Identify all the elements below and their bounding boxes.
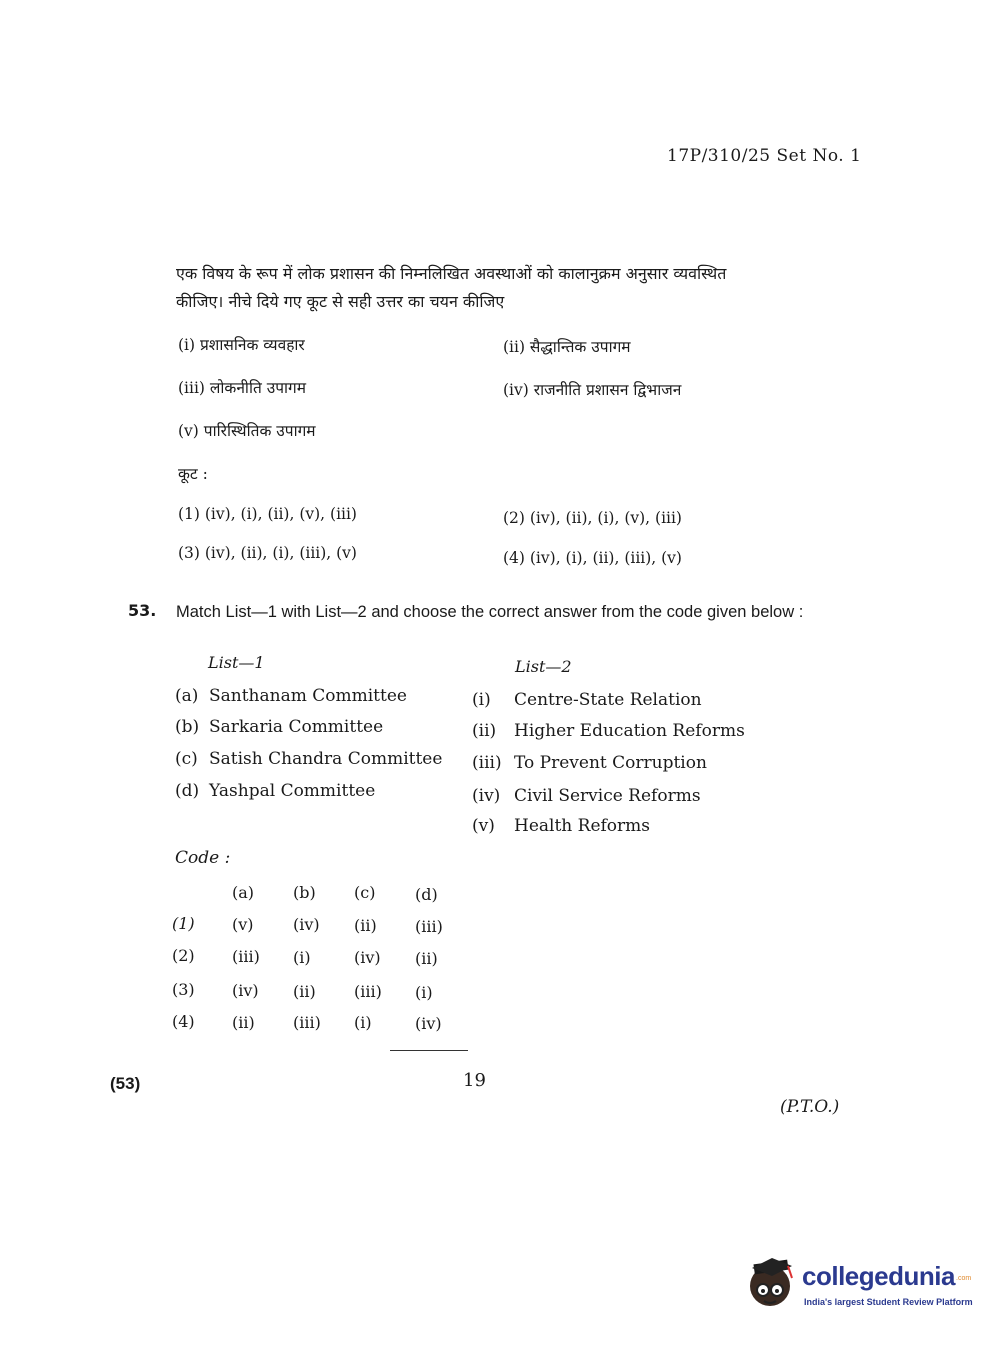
code-cell: (iv) <box>415 1014 442 1033</box>
list-2-item-iv: (iv) Civil Service Reforms <box>472 786 701 806</box>
code-header-c: (c) <box>354 883 376 902</box>
code-row-num-2: (2) <box>172 946 195 965</box>
code-cell: (v) <box>232 915 254 934</box>
code-cell: (i) <box>354 1013 372 1032</box>
code-cell: (iii) <box>232 947 260 966</box>
q52-option-4: (4) (iv), (i), (ii), (iii), (v) <box>503 549 682 567</box>
q52-option-2: (2) (iv), (ii), (i), (v), (iii) <box>503 509 682 527</box>
pto-label: (P.T.O.) <box>780 1097 840 1117</box>
code-header-d: (d) <box>415 885 438 904</box>
list-1-item-b: (b) Sarkaria Committee <box>175 717 384 737</box>
q52-item-4: (iv) राजनीति प्रशासन द्विभाजन <box>503 381 682 399</box>
list-1-title: List—1 <box>208 653 265 672</box>
q53-code-label: Code : <box>175 848 231 868</box>
question-52-line-2: कीजिए। नीचे दिये गए कूट से सही उत्तर का चयन कीजिए <box>176 292 505 311</box>
list-1-item-a: (a) Santhanam Committee <box>175 686 407 706</box>
code-row-num-1: (1) <box>172 914 195 933</box>
question-52-text <box>176 260 856 316</box>
code-cell: (iii) <box>354 982 382 1001</box>
divider-rule <box>390 1050 468 1051</box>
code-cell: (iii) <box>415 917 443 936</box>
list-1-item-d: (d) Yashpal Committee <box>175 781 376 801</box>
code-cell: (iv) <box>293 915 320 934</box>
code-cell: (ii) <box>293 982 316 1001</box>
code-cell: (iv) <box>354 948 381 967</box>
q52-item-2: (ii) सैद्धान्तिक उपागम <box>503 338 631 356</box>
brand-tagline: India's largest Student Review Platform <box>804 1297 973 1307</box>
brand-dotcom: .com <box>956 1275 972 1282</box>
list-2-item-iii: (iii) To Prevent Corruption <box>472 753 707 773</box>
q52-item-3: (iii) लोकनीति उपागम <box>178 379 307 397</box>
code-row-num-4: (4) <box>172 1012 195 1031</box>
question-53-text: Match List—1 with List—2 and choose the correct answer from the code given below : <box>176 603 804 621</box>
code-cell: (iii) <box>293 1013 321 1032</box>
list-2-title: List—2 <box>515 657 572 676</box>
q52-option-1: (1) (iv), (i), (ii), (v), (iii) <box>178 505 357 523</box>
list-2-item-v: (v) Health Reforms <box>472 816 650 836</box>
question-52-line-1: एक विषय के रूप में लोक प्रशासन की निम्नलिखित अवस्थाओं को कालानुक्रम अनुसार व्यवस्थित <box>176 264 727 283</box>
page-number: 19 <box>463 1070 486 1091</box>
q52-item-5: (v) पारिस्थितिक उपागम <box>178 422 316 440</box>
footer-question-count: (53) <box>110 1074 141 1093</box>
code-cell: (i) <box>293 948 311 967</box>
code-cell: (iv) <box>232 981 259 1000</box>
code-cell: (ii) <box>354 916 377 935</box>
list-1-item-c: (c) Satish Chandra Committee <box>175 749 443 769</box>
list-2-item-ii: (ii) Higher Education Reforms <box>472 721 745 741</box>
collegedunia-mascot-icon <box>742 1254 800 1312</box>
brand-name: collegedunia <box>802 1261 955 1291</box>
q52-code-label: कूट : <box>178 465 208 483</box>
code-header-b: (b) <box>293 883 316 902</box>
question-53-number: 53. <box>128 601 157 620</box>
q52-item-1: (i) प्रशासनिक व्यवहार <box>178 336 305 354</box>
code-cell: (ii) <box>232 1013 255 1032</box>
paper-code: 17P/310/25 Set No. 1 <box>667 146 862 166</box>
code-cell: (ii) <box>415 949 438 968</box>
q52-option-3: (3) (iv), (ii), (i), (iii), (v) <box>178 544 357 562</box>
code-cell: (i) <box>415 983 433 1002</box>
code-row-num-3: (3) <box>172 980 195 999</box>
list-2-item-i: (i) Centre-State Relation <box>472 690 702 710</box>
code-header-a: (a) <box>232 883 255 902</box>
